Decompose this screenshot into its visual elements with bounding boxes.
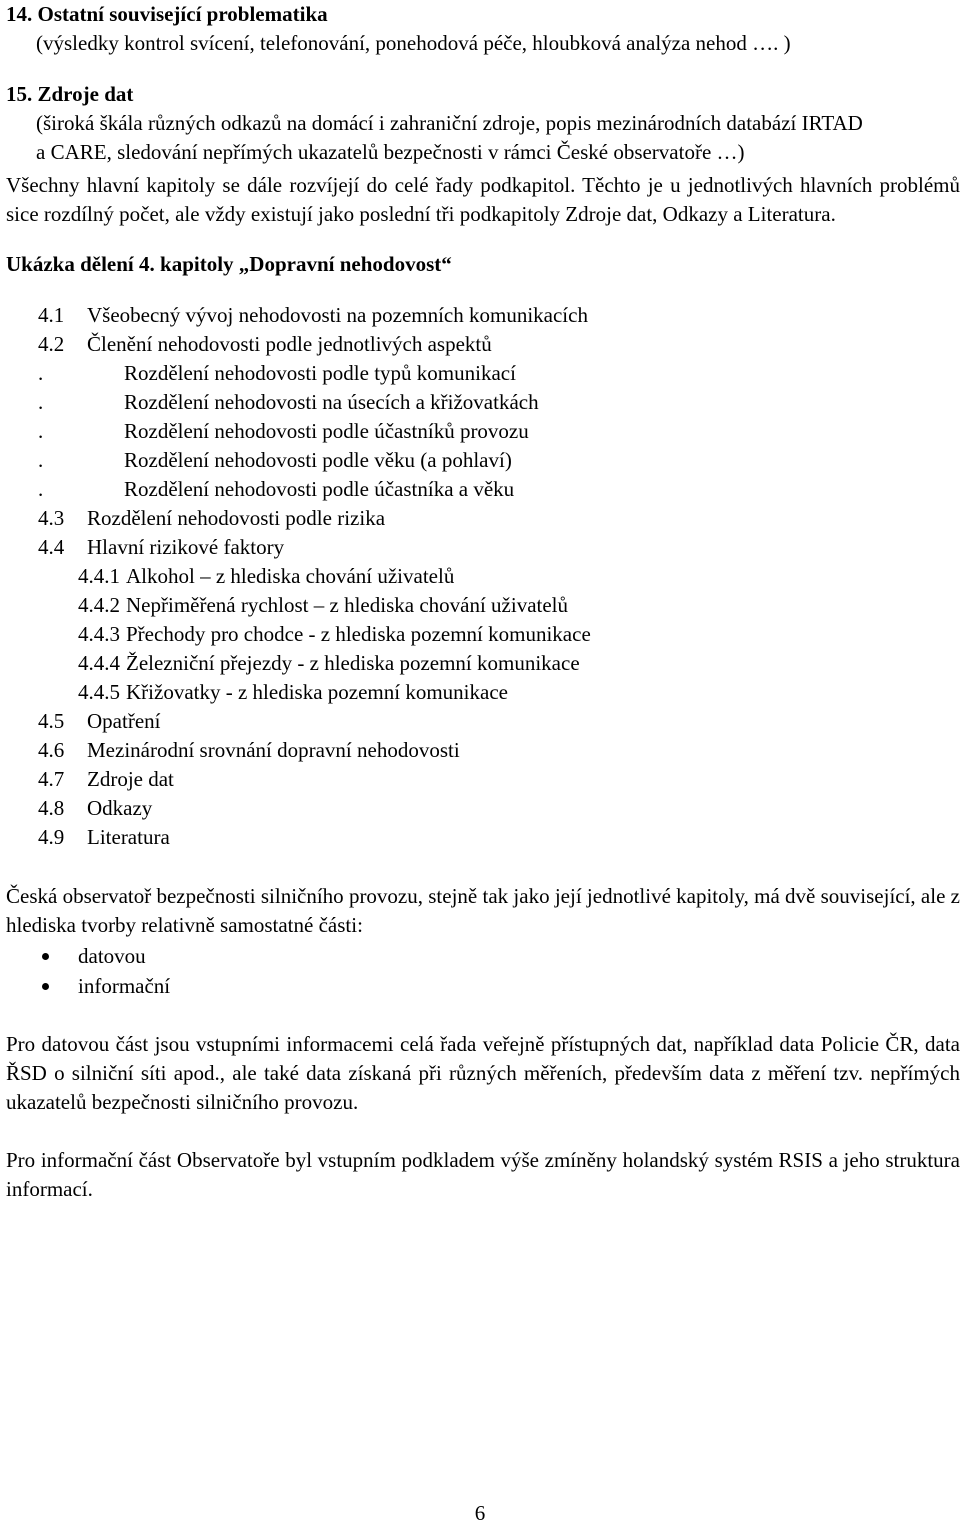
outline-row [6, 736, 960, 765]
outline-text: Opatření [87, 709, 161, 733]
outline-text: Rozdělení nehodovosti podle typů komunikací [124, 361, 516, 385]
outline-text: Rozdělení nehodovosti na úsecích a křižovatkách [124, 390, 539, 414]
outline-row [6, 765, 960, 794]
outline-number: . [38, 361, 44, 385]
outline-number: 4.6 [38, 738, 65, 762]
section-15-title: 15. Zdroje dat [6, 82, 134, 106]
outline-number: 4.3 [38, 506, 65, 530]
section-14-title: 14. Ostatní související problematika [6, 2, 328, 26]
outline-number: . [38, 390, 44, 414]
info-paragraph: Pro informační část Observatoře byl vstupním podkladem výše zmíněny holandský systém RSIS a jeho struktura informací. [6, 1148, 960, 1201]
list-item-text: informační [78, 974, 171, 998]
outline-text: Odkazy [87, 796, 153, 820]
document-page [6, 0, 960, 1204]
outline-text: Rozdělení nehodovosti podle rizika [87, 506, 386, 530]
list-item [6, 971, 960, 1001]
section-15-subtitle-line2: a CARE, sledování nepřímých ukazatelů bezpečnosti v rámci České observatoře …) [36, 140, 745, 164]
outline-row [6, 330, 960, 359]
outline-number: . [38, 477, 44, 501]
outline-row [6, 417, 960, 446]
section-15-subtitle-line1: (široká škála různých odkazů na domácí i zahraniční zdroje, popis mezinárodních databází IRTAD [36, 111, 863, 135]
section-14-subtitle: (výsledky kontrol svícení, telefonování, ponehodová péče, hloubková analýza nehod …. ) [36, 31, 791, 55]
outline-number: . [38, 448, 44, 472]
list-item-text: datovou [78, 944, 146, 968]
outline-text: Literatura [87, 825, 170, 849]
outline-text: Rozdělení nehodovosti podle věku (a pohlaví) [124, 448, 512, 472]
outline-row [6, 620, 960, 649]
outline-number: 4.7 [38, 767, 65, 791]
outline-row [6, 591, 960, 620]
observatory-paragraph: Česká observatoř bezpečnosti silničního provozu, stejně tak jako její jednotlivé kapitoly, má dvě související, ale z hlediska tvorby relativně samostatné části: [6, 884, 960, 937]
outline-row [6, 794, 960, 823]
bullet-icon [42, 983, 49, 990]
example-heading: Ukázka dělení 4. kapitoly „Dopravní nehodovost“ [6, 252, 452, 276]
outline-text: Rozdělení nehodovosti podle účastníka a věku [124, 477, 515, 501]
outline-text: Železniční přejezdy - z hlediska pozemní komunikace [126, 651, 580, 675]
outline-text: Nepřiměřená rychlost – z hlediska chování uživatelů [126, 593, 569, 617]
outline-row [6, 446, 960, 475]
outline-number: 4.4.2 [78, 593, 120, 617]
outline-text: Alkohol – z hlediska chování uživatelů [126, 564, 455, 588]
outline-row [6, 475, 960, 504]
outline-number: 4.5 [38, 709, 65, 733]
outline-row [6, 707, 960, 736]
outline-row [6, 359, 960, 388]
outline-row [6, 301, 960, 330]
section-15 [6, 80, 960, 167]
outline-number: . [38, 419, 44, 443]
list-item [6, 941, 960, 971]
outline-row [6, 504, 960, 533]
outline-row [6, 533, 960, 562]
outline-number: 4.4.4 [78, 651, 120, 675]
page-number: 6 [474, 1501, 486, 1525]
outline-row [6, 649, 960, 678]
intro-paragraph: Všechny hlavní kapitoly se dále rozvíjejí do celé řady podkapitol. Těchto je u jednotlivých hlavních problémů sice rozdílný počet, ale vždy existují jako poslední tři podkapitoly Zdroje dat, Odkazy a Literatura. [6, 173, 960, 226]
outline-number: 4.8 [38, 796, 65, 820]
section-14 [6, 0, 960, 58]
outline-row [6, 678, 960, 707]
outline-text: Přechody pro chodce - z hlediska pozemní komunikace [126, 622, 591, 646]
outline-number: 4.4.3 [78, 622, 120, 646]
outline-number: 4.1 [38, 303, 65, 327]
outline-text: Hlavní rizikové faktory [87, 535, 285, 559]
outline-number: 4.4 [38, 535, 65, 559]
data-paragraph: Pro datovou část jsou vstupními informacemi celá řada veřejně přístupných dat, například data Policie ČR, data ŘSD o silniční síti apod., ale také data získaná při různých měřeních, především data z měření tzv. nepřímých ukazatelů bezpečnosti silničního provozu. [6, 1032, 960, 1114]
outline-number: 4.4.1 [78, 564, 120, 588]
outline-text: Mezinárodní srovnání dopravní nehodovosti [87, 738, 460, 762]
outline-row [6, 562, 960, 591]
outline-text: Rozdělení nehodovosti podle účastníků provozu [124, 419, 529, 443]
bullet-icon [42, 953, 49, 960]
outline-row [6, 823, 960, 852]
outline-number: 4.9 [38, 825, 65, 849]
outline-number: 4.2 [38, 332, 65, 356]
outline-text: Zdroje dat [87, 767, 174, 791]
outline-row [6, 388, 960, 417]
outline-number: 4.4.5 [78, 680, 120, 704]
chapter-outline [6, 301, 960, 852]
outline-text: Křižovatky - z hlediska pozemní komunikace [126, 680, 508, 704]
outline-text: Členění nehodovosti podle jednotlivých aspektů [87, 332, 492, 356]
outline-text: Všeobecný vývoj nehodovosti na pozemních komunikacích [87, 303, 588, 327]
parts-list [6, 941, 960, 1001]
